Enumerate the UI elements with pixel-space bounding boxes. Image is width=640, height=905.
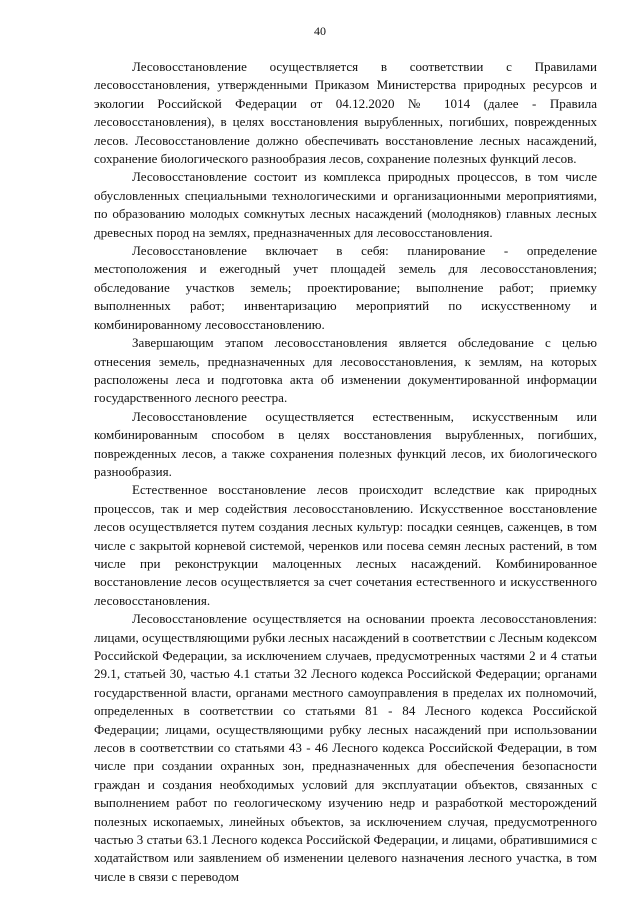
paragraph: Лесовосстановление осуществляется на основании проекта лесовосстановления: лицами, осуществляющими рубки лесных насаждений в соответствии с Лесным кодексом Российской Федерации, за исключением случаев, предусмотренных частями 2 и 4 статьи 29.1, статьей 30, частью 4.1 статьи 32 Лесного кодекса Российской Федерации; органами государственной власти, органами местного самоуправления в пределах их полномочий, определенных в соответствии со статьями 81 - 84 Лесного кодекса Российской Федерации; лицами, осуществляющими рубку лесных насаждений при использовании лесов в соответствии со статьями 43 - 46 Лесного кодекса Российской Федерации, в том числе при создании охранных зон, предназначенных для обеспечения безопасности граждан и создания необходимых условий для эксплуатации объектов, связанных с выполнением работ по геологическому изучению недр и разработкой месторождений полезных ископаемых, линейных объектов, за исключением случая, предусмотренного частью 3 статьи 63.1 Лесного кодекса Российской Федерации, и лицами, обратившимися с ходатайством или заявлением об изменении целевого назначения лесного участка, в том числе в связи с переводом	[94, 611, 597, 884]
paragraph: Естественное восстановление лесов происходит вследствие как природных процессов, так и мер содействия лесовосстановлению. Искусственное восстановление лесов осуществляется путем создания лесных культур: посадки сеянцев, саженцев, в том числе с закрытой корневой системой, черенков или посева семян лесных растений, в том числе при реконструкции малоценных лесных насаждений. Комбинированное восстановление лесов осуществляется за счет сочетания естественного и искусственного лесовосстановления.	[94, 482, 597, 608]
document-body	[94, 58, 597, 886]
paragraph: Завершающим этапом лесовосстановления является обследование с целью отнесения земель, предназначенных для лесовосстановления, к землям, на которых расположены леса и подготовка акта об изменении документированной информации государственного лесного реестра.	[94, 335, 597, 406]
page-number: 40	[314, 24, 326, 38]
paragraph: Лесовосстановление осуществляется естественным, искусственным или комбинированным способом в целях восстановления вырубленных, погибших, поврежденных лесов, а также сохранения полезных функций лесов, их биологического разнообразия.	[94, 408, 597, 479]
paragraph: Лесовосстановление состоит из комплекса природных процессов, в том числе обусловленных специальными технологическими и организационными мероприятиями, по образованию молодых сомкнутых лесных насаждений (молодняков) главных лесных древесных пород на землях, предназначенных для лесовосстановления.	[94, 169, 597, 240]
paragraph: Лесовосстановление осуществляется в соответствии с Правилами лесовосстановления, утвержденными Приказом Министерства природных ресурсов и экологии Российской Федерации от 04.12.2020 № 1014 (далее - Правила лесовосстановления), в целях восстановления вырубленных, погибших, поврежденных лесов. Лесовосстановление должно обеспечивать восстановление лесных насаждений, сохранение биологического разнообразия лесов, сохранение полезных функций лесов.	[94, 59, 597, 167]
paragraph: Лесовосстановление включает в себя: планирование - определение местоположения и ежегодный учет площадей земель для лесовосстановления; обследование участков земель; проектирование; выполнение работ; приемку выполненных работ; инвентаризацию мероприятий по искусственному и комбинированному лесовосстановлению.	[94, 243, 597, 332]
